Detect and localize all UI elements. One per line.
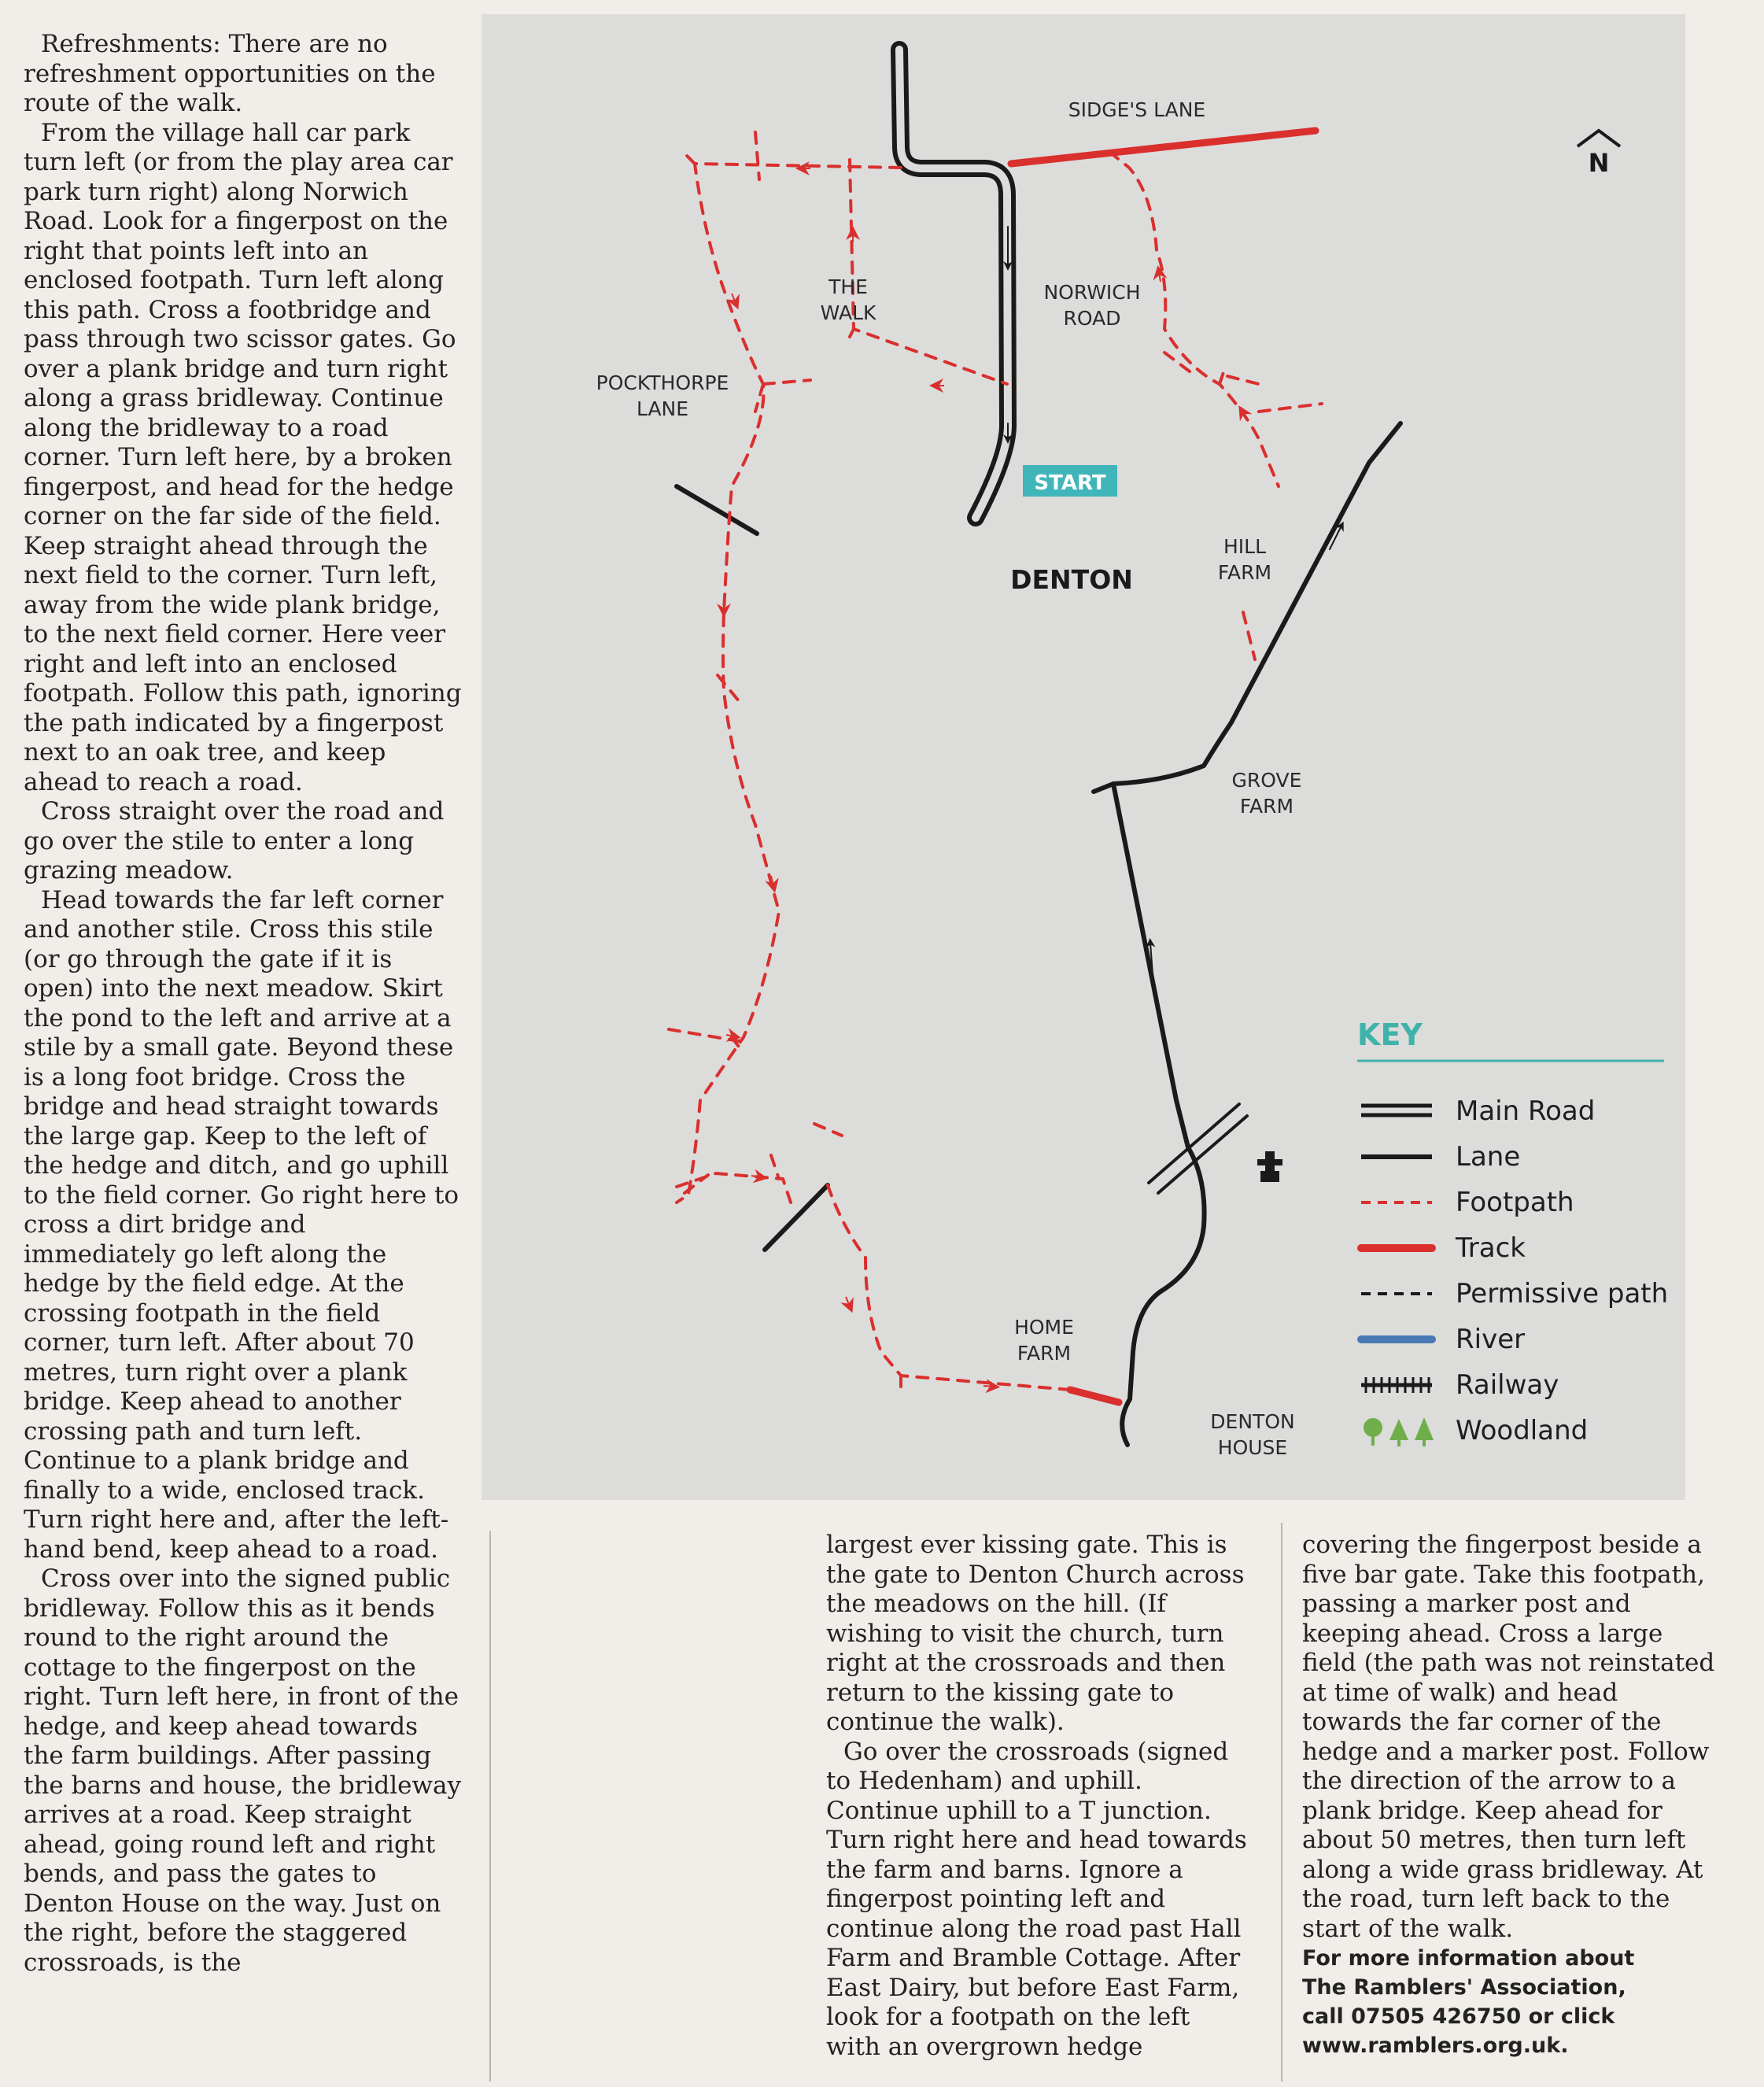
paragraph: Refreshments: There are no refreshment opportunities on the route of the walk. (24, 30, 436, 117)
label-the-walk: WALK (820, 301, 876, 324)
column-rule (1281, 1523, 1282, 2081)
paragraph: Cross over into the signed public bridleway. Follow this as it bends round to the right around the cottage to the fingerpost on the right. Turn left here, in front of the hedge, and keep ahead towards the farm buildings. After passing the barns and house, the bridleway arrives at a road. Keep straight ahead, going round left and right bends, and pass the gates to Denton House on the way. Just on the right, before the staggered crossroads, is the (24, 1564, 462, 1977)
info-line: call 07505 426750 or click (1302, 2004, 1615, 2029)
key-label: Railway (1456, 1369, 1559, 1401)
key-label: Woodland (1456, 1415, 1589, 1446)
info-line: The Ramblers' Association, (1302, 1975, 1626, 2000)
key-label: Lane (1456, 1141, 1521, 1173)
key-label: River (1456, 1324, 1526, 1355)
paragraph: largest ever kissing gate. This is the gate to Denton Church across the meadows on the hill. (If wishing to visit the church, turn right at the crossroads and then return to the kissing gate to continue the walk). (826, 1531, 1245, 1736)
info-line: For more information about (1302, 1946, 1635, 1971)
label-home-farm: HOME (1014, 1316, 1074, 1339)
column-rule (489, 1531, 491, 2081)
paragraph: Head towards the far left corner and another stile. Cross this stile (or go through the gate if it is open) into the next meadow. Skirt the pond to the left and arrive at a stile by a small gate. Beyond these is a long foot bridge. Cross the bridge and head straight towards the large gap. Keep to the left of the hedge and ditch, and go uphill to the field corner. Go right here to cross a dirt bridge and immediately go left along the hedge by the field edge. At the crossing footpath in the field corner, turn left. After about 70 metres, turn right over a plank bridge. Keep ahead to another crossing path and turn left. Continue to a plank bridge and finally to a wide, enclosed track. Turn right here and, after the left-hand bend, keep ahead to a road. (24, 885, 459, 1564)
label-denton-house: DENTON (1210, 1410, 1295, 1433)
label-pockthorpe-lane: LANE (636, 397, 689, 420)
label-the-walk: THE (828, 275, 868, 298)
north-label: N (1588, 148, 1610, 178)
map-background (482, 14, 1685, 1500)
label-sidges-lane: SIDGE'S LANE (1068, 98, 1206, 121)
label-pockthorpe-lane: POCKTHORPE (596, 371, 729, 394)
label-grove-farm: GROVE (1231, 769, 1302, 792)
label-norwich-road: ROAD (1063, 307, 1121, 330)
key-label: Footpath (1456, 1187, 1574, 1218)
label-hill-farm: FARM (1217, 561, 1272, 584)
key-title: KEY (1357, 1018, 1423, 1052)
paragraph: covering the fingerpost beside a five bar gate. Take this footpath, passing a marker post and keeping ahead. Cross a large field (the path was not reinstated at time of walk) and head towards the far corner of the hedge and a marker post. Follow the direction of the arrow to a plank bridge. Keep ahead for about 50 metres, then turn left along a wide grass bridleway. At the road, turn left back to the start of the walk. (1302, 1531, 1715, 1943)
paragraph: From the village hall car park turn left (or from the play area car park turn right) along Norwich Road. Look for a fingerpost on the right that points left into an enclosed footpath. Turn left along this path. Cross a footbridge and pass through two scissor gates. Go over a plank bridge and turn right along a grass bridleway. Continue along the bridleway to a road corner. Turn left here, by a broken fingerpost, and head for the hedge corner on the far side of the field. Keep straight ahead through the next field to the corner. Turn left, away from the wide plank bridge, to the next field corner. Here veer right and left into an enclosed footpath. Follow this path, ignoring the path indicated by a fingerpost next to an oak tree, and keep ahead to reach a road. (24, 118, 462, 796)
info-link[interactable]: www.ramblers.org.uk. (1302, 2033, 1569, 2058)
article-column-right (1302, 1531, 1723, 2060)
article-column-left (24, 30, 464, 1978)
label-denton-house: HOUSE (1217, 1436, 1288, 1459)
info-box (1302, 1944, 1723, 2060)
key-label: Main Road (1456, 1095, 1596, 1127)
start-badge[interactable] (1023, 465, 1117, 497)
label-hill-farm: HILL (1223, 535, 1267, 558)
label-norwich-road: NORWICH (1043, 281, 1141, 304)
paragraph: Cross straight over the road and go over the stile to enter a long grazing meadow. (24, 797, 445, 885)
start-label: START (1034, 471, 1106, 495)
key-label: Track (1456, 1232, 1526, 1264)
key-label: Permissive path (1456, 1278, 1669, 1309)
label-denton: DENTON (1010, 564, 1133, 595)
label-grove-farm: FARM (1239, 795, 1294, 818)
woodland-icon (1364, 1417, 1434, 1446)
label-home-farm: FARM (1017, 1342, 1072, 1365)
walk-map (472, 14, 1699, 1500)
paragraph: Go over the crossroads (signed to Hedenham) and uphill. Continue uphill to a T junction. Turn right here and head towards the farm and barns. Ignore a fingerpost pointing left and continue along the road past Hall Farm and Bramble Cottage. After East Dairy, but before East Farm, look for a footpath on the left with an overgrown hedge (826, 1737, 1247, 2061)
article-column-middle (826, 1531, 1247, 2062)
